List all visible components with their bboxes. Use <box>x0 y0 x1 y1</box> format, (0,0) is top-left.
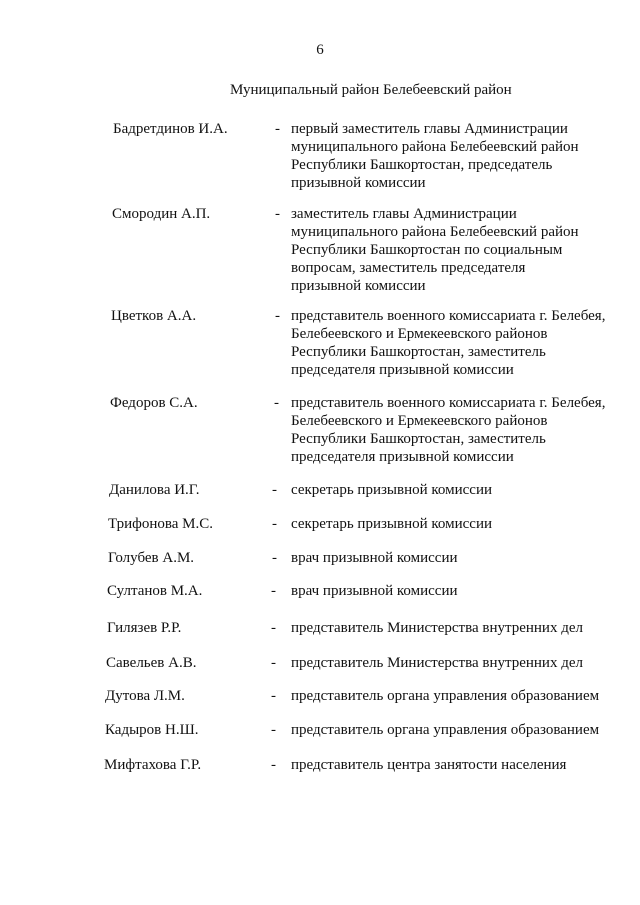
member-role-line: Республики Башкортостан по социальным <box>291 242 563 258</box>
member-dash: - <box>275 206 280 222</box>
member-dash: - <box>272 516 277 532</box>
member-role-line: Белебеевского и Ермекеевского районов <box>291 413 548 429</box>
member-dash: - <box>271 722 276 738</box>
member-role-line: представитель военного комиссариата г. Белебея, <box>291 308 606 324</box>
member-dash: - <box>271 688 276 704</box>
member-role-line: секретарь призывной комиссии <box>291 516 493 532</box>
member-name: Трифонова М.С. <box>108 516 213 532</box>
member-role-line: вопросам, заместитель председателя <box>291 260 526 276</box>
member-name: Цветков А.А. <box>111 308 197 324</box>
member-role-line: врач призывной комиссии <box>291 583 458 599</box>
member-name: Федоров С.А. <box>110 395 198 411</box>
member-role <box>291 394 621 466</box>
member-role <box>291 687 621 705</box>
member-role-line: первый заместитель главы Администрации <box>291 121 568 137</box>
member-role-line: Белебеевского и Ермекеевского районов <box>291 326 548 342</box>
document-heading: Муниципальный район Белебеевский район <box>230 82 512 98</box>
member-role-line: Республики Башкортостан, заместитель <box>291 431 546 447</box>
member-role <box>291 205 621 295</box>
member-dash: - <box>272 550 277 566</box>
member-dash: - <box>274 395 279 411</box>
page-number: 6 <box>316 42 324 58</box>
member-name: Султанов М.А. <box>107 583 203 599</box>
member-dash: - <box>271 620 276 636</box>
member-role <box>291 307 621 379</box>
member-role-line: представитель Министерства внутренних дел <box>291 620 583 636</box>
member-name: Дутова Л.М. <box>105 688 185 704</box>
member-dash: - <box>271 757 276 773</box>
member-role-line: муниципального района Белебеевский район <box>291 224 579 240</box>
member-role <box>291 654 621 672</box>
member-role <box>291 515 621 533</box>
member-role-line: призывной комиссии <box>291 278 426 294</box>
member-role <box>291 549 621 567</box>
member-role-line: представитель центра занятости населения <box>291 757 567 773</box>
member-name: Кадыров Н.Ш. <box>105 722 199 738</box>
member-name: Бадретдинов И.А. <box>113 121 228 137</box>
member-role-line: председателя призывной комиссии <box>291 449 514 465</box>
member-role-line: представитель органа управления образованием <box>291 688 600 704</box>
member-role-line: представитель военного комиссариата г. Белебея, <box>291 395 606 411</box>
member-role-line: муниципального района Белебеевский район <box>291 139 579 155</box>
member-role-line: заместитель главы Администрации <box>291 206 517 222</box>
member-role <box>291 481 621 499</box>
member-role <box>291 619 621 637</box>
member-role-line: секретарь призывной комиссии <box>291 482 493 498</box>
member-name: Гилязев Р.Р. <box>107 620 182 636</box>
member-name: Голубев А.М. <box>108 550 195 566</box>
member-role <box>291 721 621 739</box>
member-role-line: представитель Министерства внутренних дел <box>291 655 583 671</box>
member-dash: - <box>271 583 276 599</box>
member-dash: - <box>271 655 276 671</box>
member-name: Савельев А.В. <box>106 655 197 671</box>
member-role-line: представитель органа управления образованием <box>291 722 600 738</box>
member-role <box>291 756 621 774</box>
member-role-line: Республики Башкортостан, заместитель <box>291 344 546 360</box>
member-name: Мифтахова Г.Р. <box>104 757 202 773</box>
member-dash: - <box>275 308 280 324</box>
member-role-line: врач призывной комиссии <box>291 550 458 566</box>
member-name: Данилова И.Г. <box>109 482 200 498</box>
member-role-line: председателя призывной комиссии <box>291 362 514 378</box>
member-dash: - <box>275 121 280 137</box>
member-role-line: Республики Башкортостан, председатель <box>291 157 553 173</box>
member-name: Смородин А.П. <box>112 206 211 222</box>
member-dash: - <box>272 482 277 498</box>
member-role <box>291 582 621 600</box>
member-role-line: призывной комиссии <box>291 175 426 191</box>
member-role <box>291 120 621 192</box>
